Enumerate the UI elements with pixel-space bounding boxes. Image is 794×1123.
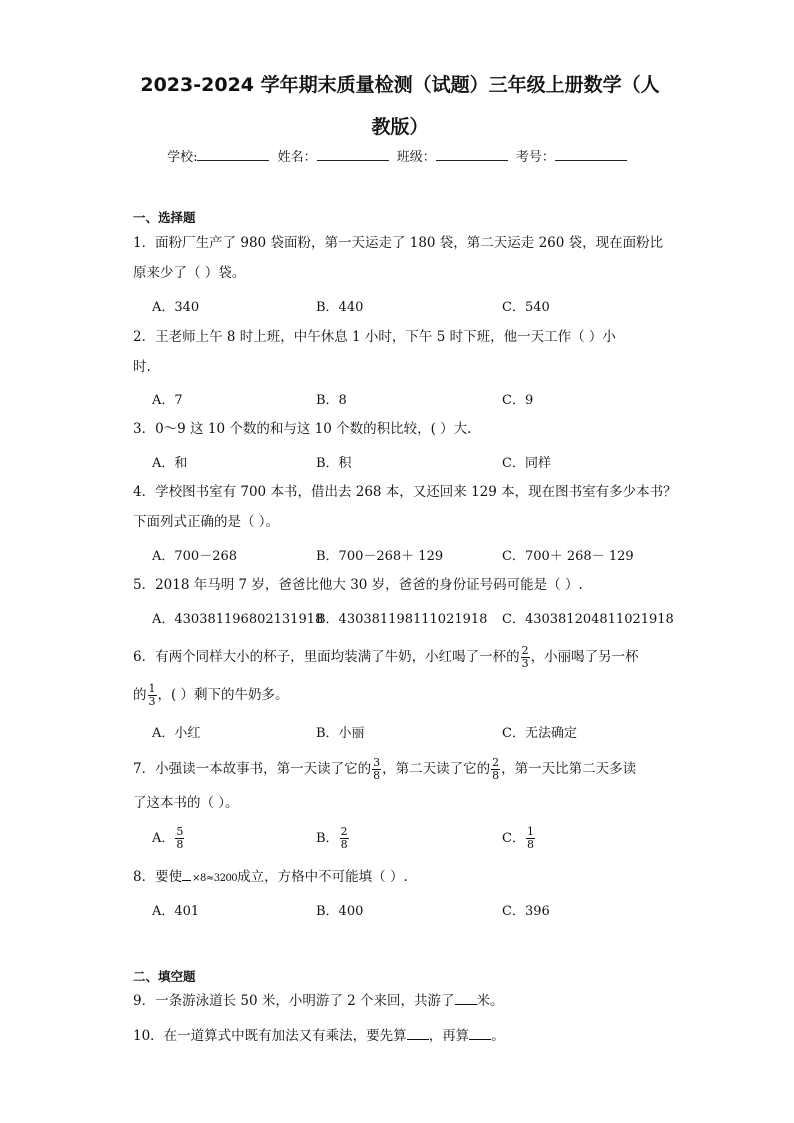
question-7 [133,750,663,818]
question-6-text-b: ，小丽喝了另一杯 [530,649,639,665]
option-c[interactable]: C．540 [502,300,550,315]
option-c[interactable]: C．9 [502,393,534,408]
question-7-text-b: ，第二天读了它的 [382,761,491,777]
school-label: 学校: [167,150,198,165]
option-c-fraction [526,826,535,851]
option-a-label: A． [152,831,175,846]
fraction-denominator: 8 [340,838,348,851]
school-field[interactable] [197,148,269,161]
fraction-denominator: 8 [492,769,500,782]
option-a[interactable]: A．340 [152,300,200,315]
fraction-numerator: 2 [340,825,348,838]
question-2 [133,322,663,382]
option-a[interactable]: A．700－268 [152,549,238,564]
fraction-denominator: 3 [521,657,529,670]
fraction-numerator: 3 [373,756,381,769]
section-heading-fill: 二、填空题 [133,969,196,984]
option-c[interactable]: C．430381204811021918 [502,612,674,627]
question-1-line-1: 1．面粉厂生产了 980 袋面粉，第一天运走了 180 袋，第二天运走 260 袋，现在面粉比 [133,235,664,251]
fraction-numerator: 2 [521,644,529,657]
answer-blank-2[interactable] [469,1027,491,1040]
option-b[interactable]: B．440 [316,300,364,315]
fraction-denominator: 8 [373,769,381,782]
question-7-text-a: 7．小强读一本故事书，第一天读了它的 [133,761,372,777]
option-a[interactable]: A．小红 [152,726,201,741]
question-3 [133,414,663,444]
page-title [120,64,680,148]
option-b[interactable]: B．400 [316,904,364,919]
fraction-numerator: 2 [492,756,500,769]
fraction-denominator: 3 [148,695,156,708]
question-7-line-1 [133,750,663,788]
fraction-numerator: 1 [526,825,534,838]
question-2-line-2: 时. [133,359,151,375]
name-field[interactable] [317,148,389,161]
section-heading-choice: 一、选择题 [133,210,196,225]
option-b-fraction [340,826,349,851]
question-9-text-b: 米。 [476,993,504,1009]
option-b[interactable]: B．430381198111021918 [316,612,488,627]
question-9-line-1 [133,986,663,1016]
option-b-label: B． [316,831,339,846]
answer-box[interactable] [182,870,191,881]
question-3-line-1: 3．0～9 这 10 个数的和与这 10 个数的积比较，( ）大. [133,421,472,437]
question-9-text-a: 9．一条游泳道长 50 米，小明游了 2 个来回，共游了 [133,993,455,1009]
question-6 [133,638,663,714]
question-10-text-a: 10．在一道算式中既有加法又有乘法，要先算 [133,1028,407,1044]
option-c[interactable] [502,826,536,851]
option-a[interactable]: A．7 [152,393,183,408]
option-c[interactable]: C．同样 [502,456,551,471]
title-line-2: 教版） [371,116,429,138]
fraction-three-eighths [372,757,381,782]
class-label: 班级： [396,150,436,165]
fraction-two-eighths [491,757,500,782]
exam-no-label: 考号： [515,150,555,165]
question-8 [133,862,663,894]
question-10-line-1 [133,1021,663,1051]
option-a[interactable]: A．和 [152,456,188,471]
option-b[interactable]: B．700－268＋ 129 [316,549,444,564]
option-c[interactable]: C．396 [502,904,550,919]
option-b[interactable]: B．小丽 [316,726,365,741]
option-c[interactable]: C．无法确定 [502,726,577,741]
option-a[interactable] [152,826,185,851]
question-5-line-1: 5．2018 年马明 7 岁，爸爸比他大 30 岁，爸爸的身份证号码可能是（ ）. [133,577,583,593]
class-field[interactable] [436,148,508,161]
question-4-line-1: 4．学校图书室有 700 本书，借出去 268 本，又还回来 129 本，现在图书室有多少本书？ [133,484,677,500]
question-7-text-c: ，第一天比第二天多读 [501,761,637,777]
option-b[interactable] [316,826,350,851]
question-1-line-2: 原来少了（ ）袋。 [133,265,246,281]
option-a-fraction [175,826,184,851]
title-line-1: 2023-2024 学年期末质量检测（试题）三年级上册数学（人 [140,74,660,96]
answer-blank-1[interactable] [407,1027,429,1040]
question-10-text-c: 。 [491,1028,505,1044]
fraction-numerator: 5 [176,825,184,838]
question-7-line-2: 了这本书的（ ）。 [133,795,239,811]
option-b[interactable]: B．积 [316,456,352,471]
option-a[interactable]: A．430381196802131918 [152,612,324,627]
option-c-label: C． [502,831,525,846]
question-8-text-a: 8．要使 [133,869,183,885]
fraction-two-thirds [521,645,530,670]
student-info-row [0,146,794,165]
question-10-text-b: ，再算 [428,1028,470,1044]
option-b[interactable]: B．8 [316,393,347,408]
question-9 [133,986,663,1016]
question-6-text-d: ，( ）剩下的牛奶多。 [157,687,289,703]
option-c[interactable]: C．700＋ 268－ 129 [502,549,634,564]
fraction-denominator: 8 [176,838,184,851]
question-5 [133,570,663,600]
fraction-denominator: 8 [526,838,534,851]
name-label: 姓名： [277,150,317,165]
question-1 [133,228,663,288]
question-4 [133,477,677,537]
fraction-one-third [148,683,157,708]
question-10 [133,1021,663,1051]
exam-no-field[interactable] [555,148,627,161]
question-6-line-2 [133,676,663,714]
question-8-equation: ×8≈3200 [192,873,238,884]
question-6-text-c: 的 [133,687,147,703]
answer-blank[interactable] [455,992,477,1005]
question-6-line-1 [133,638,663,676]
question-2-line-1: 2．王老师上午 8 时上班，中午休息 1 小时，下午 5 时下班，他一天工作（ ）小 [133,329,616,345]
question-4-line-2: 下面列式正确的是（ ）。 [133,514,280,530]
option-a[interactable]: A．401 [152,904,200,919]
question-6-text-a: 6．有两个同样大小的杯子，里面均装满了牛奶，小红喝了一杯的 [133,649,520,665]
question-8-text-b: 成立，方格中不可能填（ ）. [237,869,408,885]
question-8-line-1 [133,862,663,894]
fraction-numerator: 1 [148,682,156,695]
